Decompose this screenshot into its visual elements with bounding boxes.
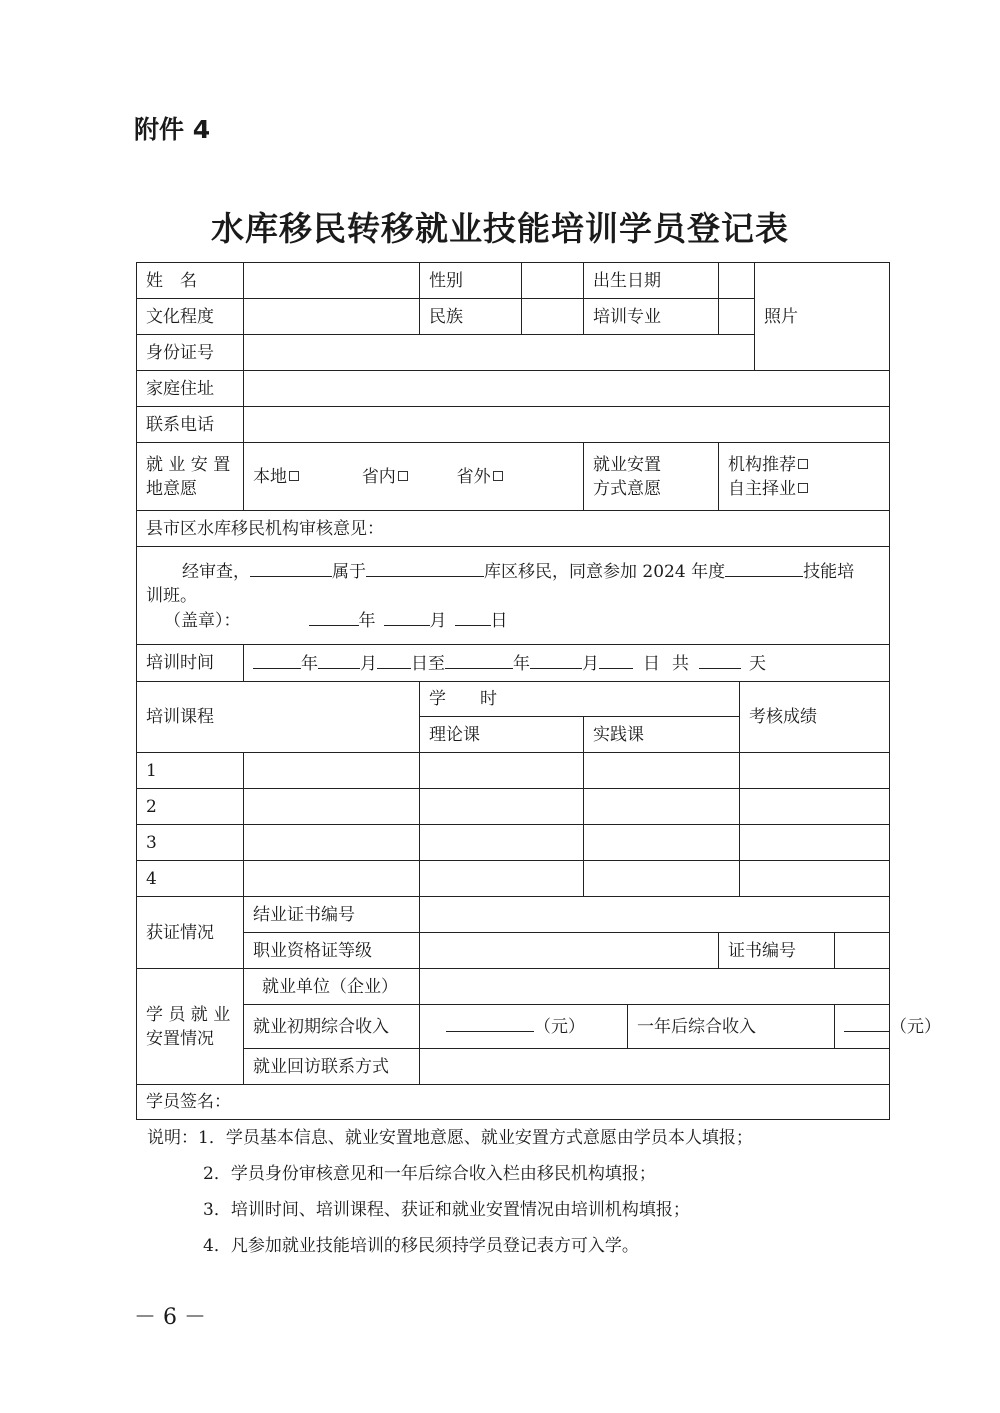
training-time-label: 培训时间 <box>137 645 244 682</box>
certificate-label: 获证情况 <box>137 897 244 969</box>
course-row-number: 1 <box>137 753 244 789</box>
day-label: 日 <box>490 610 508 631</box>
blank-field[interactable] <box>250 559 332 577</box>
blank-field[interactable] <box>366 559 484 577</box>
revisit-contact-field[interactable] <box>420 1049 890 1085</box>
practice-hours-field[interactable] <box>584 861 740 897</box>
theory-hours-field[interactable] <box>420 825 584 861</box>
course-name-field[interactable] <box>244 753 420 789</box>
name-label: 姓 名 <box>137 263 244 299</box>
blank-field[interactable] <box>377 651 411 669</box>
theory-hours-field[interactable] <box>420 789 584 825</box>
photo-cell: 照片 <box>755 263 890 371</box>
assessment-label: 考核成绩 <box>740 682 890 753</box>
year-label: 年 <box>358 610 376 631</box>
practice-hours-field[interactable] <box>584 753 740 789</box>
address-label: 家庭住址 <box>137 371 244 407</box>
practice-hours-field[interactable] <box>584 825 740 861</box>
birth-date-label: 出生日期 <box>584 263 719 299</box>
option-self-select[interactable]: 自主择业 <box>728 479 808 499</box>
course-row-number: 4 <box>137 861 244 897</box>
option-institution-recommend[interactable]: 机构推荐 <box>728 455 808 475</box>
education-label: 文化程度 <box>137 299 244 335</box>
placement-method-label-1: 就业安置 <box>593 454 661 475</box>
practice-label: 实践课 <box>584 717 740 753</box>
option-in-province[interactable]: 省内 <box>362 467 408 487</box>
id-number-field[interactable] <box>244 335 755 371</box>
major-field[interactable] <box>719 299 755 335</box>
checkbox-icon[interactable] <box>493 471 503 481</box>
major-label: 培训专业 <box>584 299 719 335</box>
note-item: 2．学员身份审核意见和一年后综合收入栏由移民机构填报； <box>203 1164 656 1184</box>
phone-field[interactable] <box>244 407 890 443</box>
completion-cert-no-field[interactable] <box>420 897 890 933</box>
total-label: 共 <box>672 653 689 674</box>
blank-field[interactable] <box>309 608 359 626</box>
ethnicity-label: 民族 <box>420 299 522 335</box>
theory-label: 理论课 <box>420 717 584 753</box>
employer-field[interactable] <box>420 969 890 1005</box>
blank-field[interactable] <box>445 651 513 669</box>
placement-status-label-1: 学 员 就 业 <box>146 1004 231 1025</box>
form-title: 水库移民转移就业技能培训学员登记表 <box>211 209 789 248</box>
blank-field[interactable] <box>530 651 582 669</box>
course-row-number: 2 <box>137 789 244 825</box>
day-to-label: 日至 <box>411 653 445 674</box>
course-label: 培训课程 <box>137 682 420 753</box>
blank-field[interactable] <box>446 1014 534 1032</box>
placement-status-label <box>137 969 244 1085</box>
option-local[interactable]: 本地 <box>253 467 299 487</box>
course-name-field[interactable] <box>244 825 420 861</box>
year-later-income-label: 一年后综合收入 <box>628 1005 835 1049</box>
checkbox-icon[interactable] <box>289 471 299 481</box>
placement-location-label-2: 地意愿 <box>146 478 197 499</box>
blank-field[interactable] <box>253 651 301 669</box>
hours-label: 学 时 <box>420 682 740 717</box>
note-item: 4．凡参加就业技能培训的移民须持学员登记表方可入学。 <box>203 1236 639 1256</box>
blank-field[interactable] <box>455 608 491 626</box>
month-label: 月 <box>360 653 377 674</box>
placement-location-label-1: 就 业 安 置 <box>146 454 231 475</box>
month-label: 月 <box>429 610 447 631</box>
blank-field[interactable] <box>725 559 803 577</box>
course-name-field[interactable] <box>244 861 420 897</box>
practice-hours-field[interactable] <box>584 789 740 825</box>
yuan-label: （元） <box>534 1017 585 1037</box>
year-label: 年 <box>513 653 530 674</box>
option-out-province[interactable]: 省外 <box>457 467 503 487</box>
yuan-label: （元） <box>890 1017 941 1037</box>
cert-no-label: 证书编号 <box>719 933 835 969</box>
course-name-field[interactable] <box>244 789 420 825</box>
review-title: 县市区水库移民机构审核意见： <box>137 511 890 547</box>
day-label: 日 <box>643 653 660 674</box>
placement-location-label <box>137 443 244 511</box>
review-text-1: 经审查， <box>182 561 250 582</box>
blank-field[interactable] <box>599 651 633 669</box>
blank-field[interactable] <box>318 651 360 669</box>
employer-label: 就业单位（企业） <box>244 969 420 1005</box>
education-field[interactable] <box>244 299 420 335</box>
placement-method-label <box>584 443 719 511</box>
birth-date-field[interactable] <box>719 263 755 299</box>
checkbox-icon[interactable] <box>798 459 808 469</box>
ethnicity-field[interactable] <box>522 299 584 335</box>
review-text-2: 属于 <box>332 561 366 582</box>
assessment-score-field[interactable] <box>740 789 890 825</box>
placement-method-label-2: 方式意愿 <box>593 478 661 499</box>
attachment-label: 附件 4 <box>134 115 211 144</box>
phone-label: 联系电话 <box>137 407 244 443</box>
checkbox-icon[interactable] <box>798 483 808 493</box>
initial-income-label: 就业初期综合收入 <box>244 1005 420 1049</box>
theory-hours-field[interactable] <box>420 861 584 897</box>
days-label: 天 <box>749 653 766 674</box>
registration-form <box>136 262 941 1120</box>
course-row-number: 3 <box>137 825 244 861</box>
page-number: － 6 － <box>134 1305 206 1330</box>
theory-hours-field[interactable] <box>420 753 584 789</box>
year-label: 年 <box>301 653 318 674</box>
assessment-score-field[interactable] <box>740 861 890 897</box>
review-opinion <box>137 547 890 645</box>
qualification-level-field[interactable] <box>420 933 719 969</box>
gender-label: 性别 <box>420 263 522 299</box>
seal-label: （盖章）： <box>164 610 241 631</box>
gender-field[interactable] <box>522 263 584 299</box>
qualification-level-label: 职业资格证等级 <box>244 933 420 969</box>
review-text-5: 训班。 <box>146 585 197 606</box>
note-item: 3．培训时间、培训课程、获证和就业安置情况由培训机构填报； <box>203 1200 690 1220</box>
blank-field[interactable] <box>699 651 741 669</box>
address-field[interactable] <box>244 371 890 407</box>
review-text-3: 库区移民，同意参加 2024 年度 <box>484 561 726 582</box>
training-time-field <box>244 645 890 682</box>
assessment-score-field[interactable] <box>740 753 890 789</box>
id-number-label: 身份证号 <box>137 335 244 371</box>
placement-method-options <box>719 443 890 511</box>
review-text-4: 技能培 <box>803 561 855 582</box>
checkbox-icon[interactable] <box>398 471 408 481</box>
revisit-contact-label: 就业回访联系方式 <box>244 1049 420 1085</box>
placement-status-label-2: 安置情况 <box>146 1028 214 1049</box>
month-label: 月 <box>582 653 599 674</box>
note-item: 说明：1．学员基本信息、就业安置地意愿、就业安置方式意愿由学员本人填报； <box>147 1128 753 1148</box>
completion-cert-no-label: 结业证书编号 <box>244 897 420 933</box>
initial-income-field <box>420 1005 628 1049</box>
placement-location-options <box>244 443 584 511</box>
blank-field[interactable] <box>844 1014 890 1032</box>
notes <box>147 1126 753 1270</box>
signature-field[interactable]: 学员签名： <box>137 1085 890 1120</box>
blank-field[interactable] <box>384 608 430 626</box>
name-field[interactable] <box>244 263 420 299</box>
year-later-income-field <box>835 1005 941 1049</box>
cert-no-field[interactable] <box>835 933 890 969</box>
assessment-score-field[interactable] <box>740 825 890 861</box>
